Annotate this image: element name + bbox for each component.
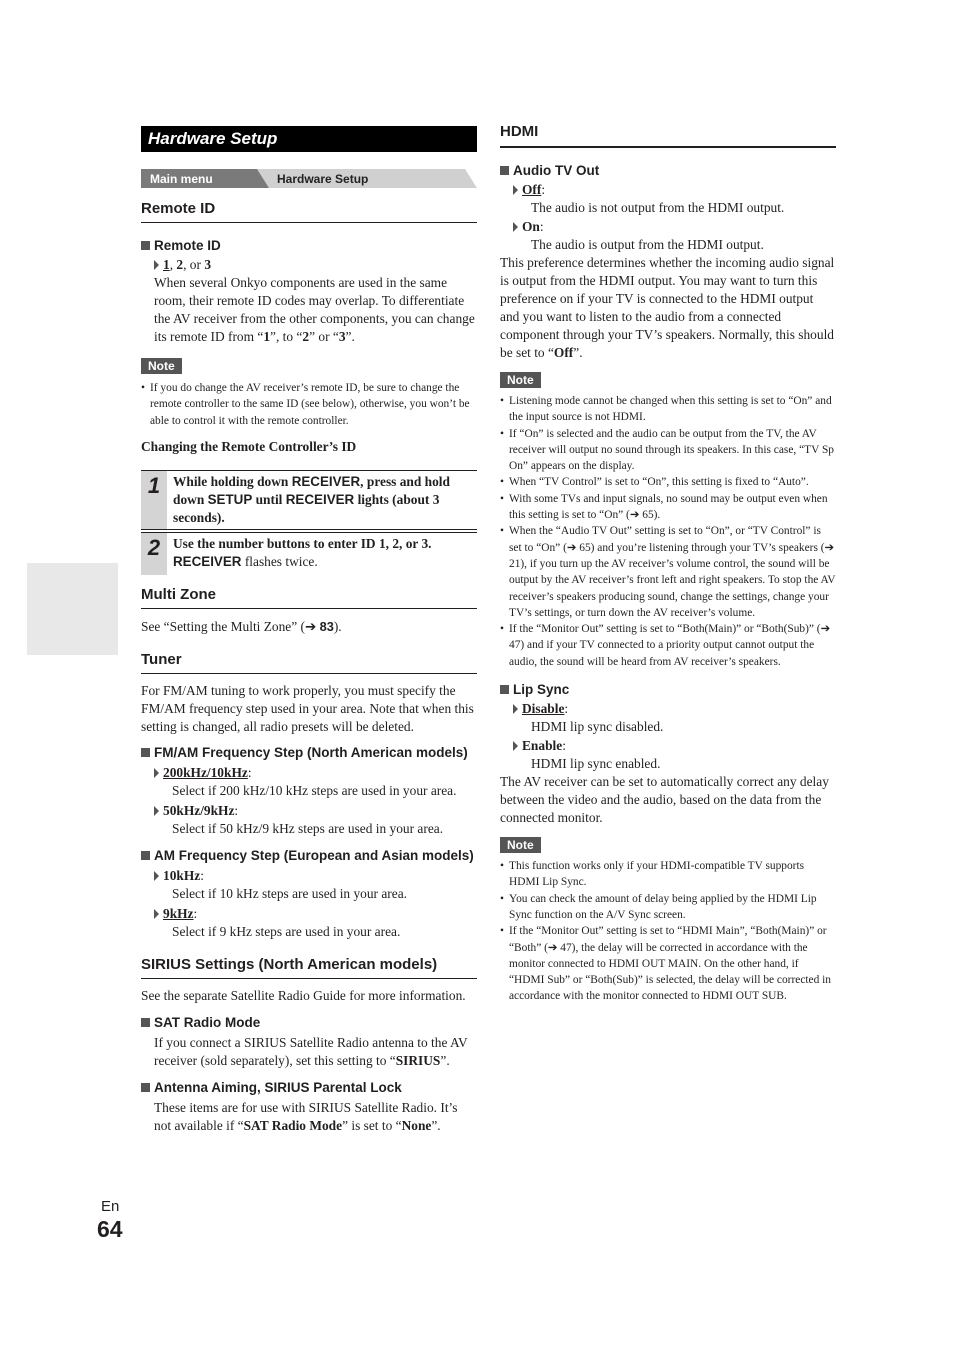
triangle-bullet-icon: [154, 909, 159, 919]
page-number: [97, 1198, 123, 1242]
sat-radio-mode-body: If you connect a SIRIUS Satellite Radio antenna to the AV receiver (sold separately), set this setting to “SIRIUS”.: [154, 1034, 468, 1068]
note-item: • If “On” is selected and the audio can be output from the TV, the AV receiver will output no sound through its speakers. In this case, “TV Sp On” appears on the display.: [500, 426, 836, 475]
breadcrumb: [141, 169, 477, 188]
tuner-intro: For FM/AM tuning to work properly, you must specify the FM/AM frequency step used in your area. Note that when this setting is changed, all radio presets will be deleted.: [141, 682, 474, 734]
triangle-bullet-icon: [154, 806, 159, 816]
audio-option-on: On:: [500, 218, 836, 236]
sirius-heading: SIRIUS Settings (North American models): [141, 955, 477, 979]
square-bullet-icon: [500, 685, 509, 694]
am-option-1: 10kHz:: [141, 867, 477, 885]
triangle-bullet-icon: [513, 185, 518, 195]
fm-option-2-desc: Select if 50 kHz/9 kHz steps are used in your area.: [172, 820, 444, 836]
lip-sync-notes: [500, 858, 836, 1005]
page-number-value: 64: [97, 1216, 123, 1242]
tuner-heading: Tuner: [141, 650, 477, 674]
fm-option-1-desc: Select if 200 kHz/10 kHz steps are used in your area.: [172, 782, 457, 798]
breadcrumb-current: Hardware Setup: [277, 172, 369, 186]
antenna-aiming-body: These items are for use with SIRIUS Satellite Radio. It’s not available if “SAT Radio Mode” is set to “None”.: [154, 1099, 458, 1133]
step-2-text: Use the number buttons to enter ID 1, 2, or 3. RECEIVER flashes twice.: [173, 535, 432, 569]
triangle-bullet-icon: [513, 222, 518, 232]
remote-id-heading: Remote ID: [141, 199, 477, 223]
lip-sync-subheading: Lip Sync: [500, 681, 836, 698]
language-label: En: [101, 1198, 120, 1215]
note-item: • If the “Monitor Out” setting is set to “HDMI Main”, “Both(Main)” or “Both” (➔ 47), the delay will be corrected in accordance with the monitor connected to HDMI OUT MAIN. On the other hand, if “HDMI Sub” or “Both(Sub)” is selected, the delay will be corrected in accordance with the monitor connected to HDMI OUT SUB.: [500, 923, 836, 1004]
note-item: • With some TVs and input signals, no sound may be output even when this setting is set to “On” (➔ 65).: [500, 491, 836, 524]
remote-id-body: When several Onkyo components are used in the same room, their remote ID codes may overlap. To differentiate the AV receiver from the other components, you can change its remote ID from “1”, to “2” or “3”.: [154, 275, 475, 344]
remote-id-subheading: Remote ID: [141, 237, 477, 254]
square-bullet-icon: [141, 1083, 150, 1092]
note-label: Note: [500, 837, 541, 853]
lip-option-enable: Enable:: [500, 737, 836, 755]
side-tab: [27, 563, 118, 655]
remote-id-options: 1, 2, or 3: [141, 256, 477, 274]
page-ref[interactable]: 83: [319, 618, 334, 634]
triangle-bullet-icon: [154, 260, 159, 270]
breadcrumb-main[interactable]: Main menu: [150, 172, 213, 186]
audio-option-off-desc: The audio is not output from the HDMI output.: [531, 200, 785, 215]
square-bullet-icon: [141, 748, 150, 757]
fm-option-2: 50kHz/9kHz:: [141, 802, 477, 820]
note-label: Note: [141, 358, 182, 374]
note-item: • When the “Audio TV Out” setting is set to “On”, or “TV Control” is set to “On” (➔ 65) and you’re listening through your TV’s speakers (➔ 21), if you turn up the AV receiver’s volume control, the sound will be output by the AV receiver’s front left and right speakers. To stop the AV receiver’s speakers producing sound, change the settings, change your TV’s settings, or turn down the AV receiver’s volume.: [500, 523, 836, 621]
triangle-bullet-icon: [154, 871, 159, 881]
note-label: Note: [500, 372, 541, 388]
note-item: • If the “Monitor Out” setting is set to “Both(Main)” or “Both(Sub)” (➔ 47) and if your TV connected to a priority output cannot output the audio, the sound will be heard from AV receiver’s speakers.: [500, 621, 836, 670]
am-option-1-desc: Select if 10 kHz steps are used in your area.: [172, 885, 407, 901]
multi-zone-heading: Multi Zone: [141, 585, 477, 609]
hdmi-heading: HDMI: [500, 122, 836, 148]
multi-zone-text: See “Setting the Multi Zone” (➔ 83).: [141, 618, 342, 634]
audio-tv-out-subheading: Audio TV Out: [500, 162, 836, 179]
step-2-number: 2: [141, 533, 167, 575]
note-item: • When “TV Control” is set to “On”, this setting is fixed to “Auto”.: [500, 474, 836, 490]
square-bullet-icon: [500, 166, 509, 175]
lip-option-disable: Disable:: [500, 700, 836, 718]
step-1-text: While holding down RECEIVER, press and hold down SETUP until RECEIVER lights (about 3 seconds).: [173, 473, 450, 525]
am-step-subheading: AM Frequency Step (European and Asian models): [141, 847, 477, 864]
triangle-bullet-icon: [154, 768, 159, 778]
lip-option-disable-desc: HDMI lip sync disabled.: [531, 719, 664, 735]
remote-id-note: • If you do change the AV receiver’s remote ID, be sure to change the remote controller to the same ID (see below), otherwise, you won’t be able to control it with the remote controller.: [141, 380, 477, 429]
note-item: • Listening mode cannot be changed when this setting is set to “On” and the input source is not HDMI.: [500, 393, 836, 426]
square-bullet-icon: [141, 1018, 150, 1027]
antenna-aiming-subheading: Antenna Aiming, SIRIUS Parental Lock: [141, 1079, 477, 1096]
fm-step-subheading: FM/AM Frequency Step (North American models): [141, 744, 477, 761]
am-option-2: 9kHz:: [141, 905, 477, 923]
audio-option-off: Off:: [500, 181, 836, 199]
audio-tv-out-body: This preference determines whether the incoming audio signal is output from the HDMI output. You may want to turn this preference on if your TV is connected to the HDMI output and you want to listen to the audio from a connected component through your TV’s speakers. Normally, this should be set to “Off”.: [500, 255, 835, 360]
lip-option-enable-desc: HDMI lip sync enabled.: [531, 756, 661, 772]
changing-remote-id-title: Changing the Remote Controller’s ID: [141, 438, 357, 454]
lip-sync-body: The AV receiver can be set to automatically correct any delay between the video and the audio, based on the data from the connected monitor.: [500, 774, 829, 826]
left-column: [141, 126, 477, 1135]
note-item: • You can check the amount of delay being applied by the HDMI Lip Sync function on the A/V Sync screen.: [500, 891, 836, 924]
audio-option-on-desc: The audio is output from the HDMI output.: [531, 237, 764, 252]
am-option-2-desc: Select if 9 kHz steps are used in your area.: [172, 923, 401, 939]
page-title: Hardware Setup: [141, 126, 477, 152]
triangle-bullet-icon: [513, 741, 518, 751]
square-bullet-icon: [141, 241, 150, 250]
sirius-intro: See the separate Satellite Radio Guide for more information.: [141, 987, 466, 1003]
fm-option-1: 200kHz/10kHz:: [141, 764, 477, 782]
step-2: [141, 532, 477, 575]
step-1: [141, 470, 477, 530]
audio-tv-out-notes: [500, 393, 836, 670]
square-bullet-icon: [141, 851, 150, 860]
sat-radio-mode-subheading: SAT Radio Mode: [141, 1014, 477, 1031]
note-item: • This function works only if your HDMI-compatible TV supports HDMI Lip Sync.: [500, 858, 836, 891]
right-column: [500, 122, 836, 1005]
arrow-icon: ➔: [305, 618, 317, 634]
step-1-number: 1: [141, 471, 167, 529]
triangle-bullet-icon: [513, 704, 518, 714]
